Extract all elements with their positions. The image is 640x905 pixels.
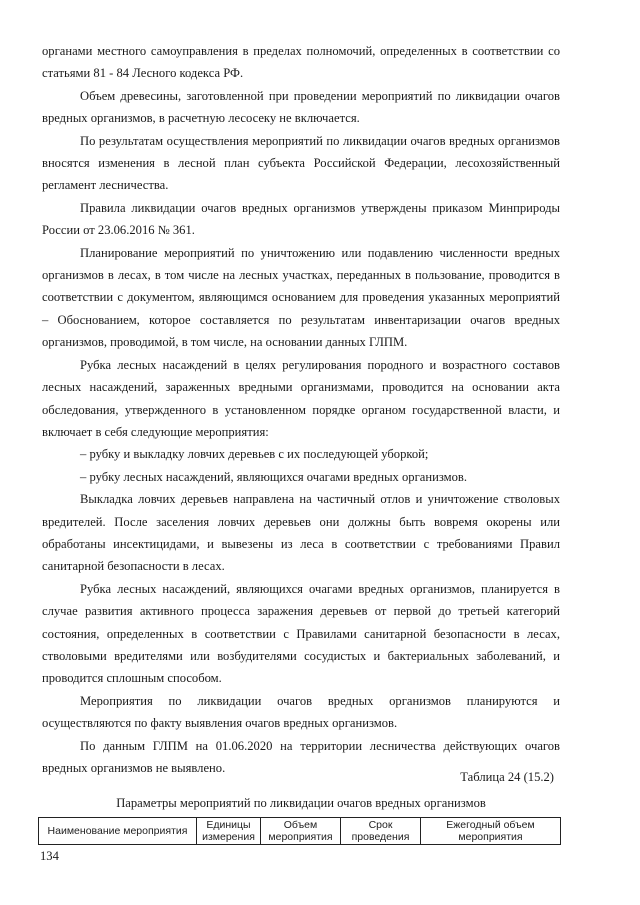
list-item-1: – рубку и выкладку ловчих деревьев с их последующей уборкой; [80, 447, 429, 462]
paragraph-1: органами местного самоуправления в пределах полномочий, определенных в соответствии со статьями 81 - 84 Лесного кодекса РФ. [42, 44, 560, 81]
col-header-name: Наименование мероприятия [39, 818, 197, 845]
body-text [42, 40, 560, 779]
col-header-volume: Объем мероприятия [261, 818, 341, 845]
paragraph-8: Рубка лесных насаждений, являющихся очагами вредных организмов, планируется в случае развития активного процесса заражения деревьев от первой до третьей категорий состояния, определенных в соответствии с Правилами санитарной безопасности в лесах, стволовыми вредителями или возбудителями сосудистых и бактериальных заболеваний, и проводится сплошным способом. [42, 581, 560, 686]
paragraph-6: Рубка лесных насаждений в целях регулирования породного и возрастного составов лесных насаждений, зараженных вредными организмами, проводится на основании акта обследования, утвержденного в установленном порядке органом государственной власти, и включает в себя следующие мероприятия: [42, 357, 560, 439]
col-header-term: Срок проведения [341, 818, 421, 845]
paragraph-2: Объем древесины, заготовленной при проведении мероприятий по ликвидации очагов вредных организмов, в расчетную лесосеку не включается. [42, 88, 560, 126]
params-table [38, 817, 561, 845]
table-caption: Параметры мероприятий по ликвидации очагов вредных организмов [116, 796, 486, 810]
table-header-row [39, 818, 561, 845]
col-header-annual-volume: Ежегодный объем мероприятия [421, 818, 561, 845]
paragraph-10: По данным ГЛПМ на 01.06.2020 на территории лесничества действующих очагов вредных организмов не выявлено. [42, 738, 560, 775]
paragraph-9: Мероприятия по ликвидации очагов вредных организмов планируются и осуществляются по факту выявления очагов вредных организмов. [42, 693, 560, 731]
paragraph-7: Выкладка ловчих деревьев направлена на частичный отлов и уничтожение стволовых вредителей. После заселения ловчих деревьев они должны быть вовремя окорены или обработаны инсектицидами, и вывезены из леса в соответствии с требованиями Правил санитарной безопасности в лесах. [42, 492, 560, 574]
paragraph-3: По результатам осуществления мероприятий по ликвидации очагов вредных организмов вносятся изменения в лесной план субъекта Российской Федерации, лесохозяйственный регламент лесничества. [42, 133, 560, 193]
paragraph-5: Планирование мероприятий по уничтожению или подавлению численности вредных организмов в лесах, в том числе на лесных участках, переданных в пользование, проводится в соответствии с документом, являющимся основанием для проведения указанных мероприятий – Обоснованием, которое составляется по результатам инвентаризации очагов вредных организмов, проводимой, в том числе, на основании данных ГЛПМ. [42, 245, 560, 350]
page-number: 134 [40, 849, 59, 863]
col-header-units: Единицы измерения [197, 818, 261, 845]
paragraph-4: Правила ликвидации очагов вредных организмов утверждены приказом Минприроды России от 23.06.2016 № 361. [42, 200, 560, 238]
table-number: Таблица 24 (15.2) [460, 770, 554, 784]
list-item-2: – рубку лесных насаждений, являющихся очагами вредных организмов. [80, 469, 467, 484]
